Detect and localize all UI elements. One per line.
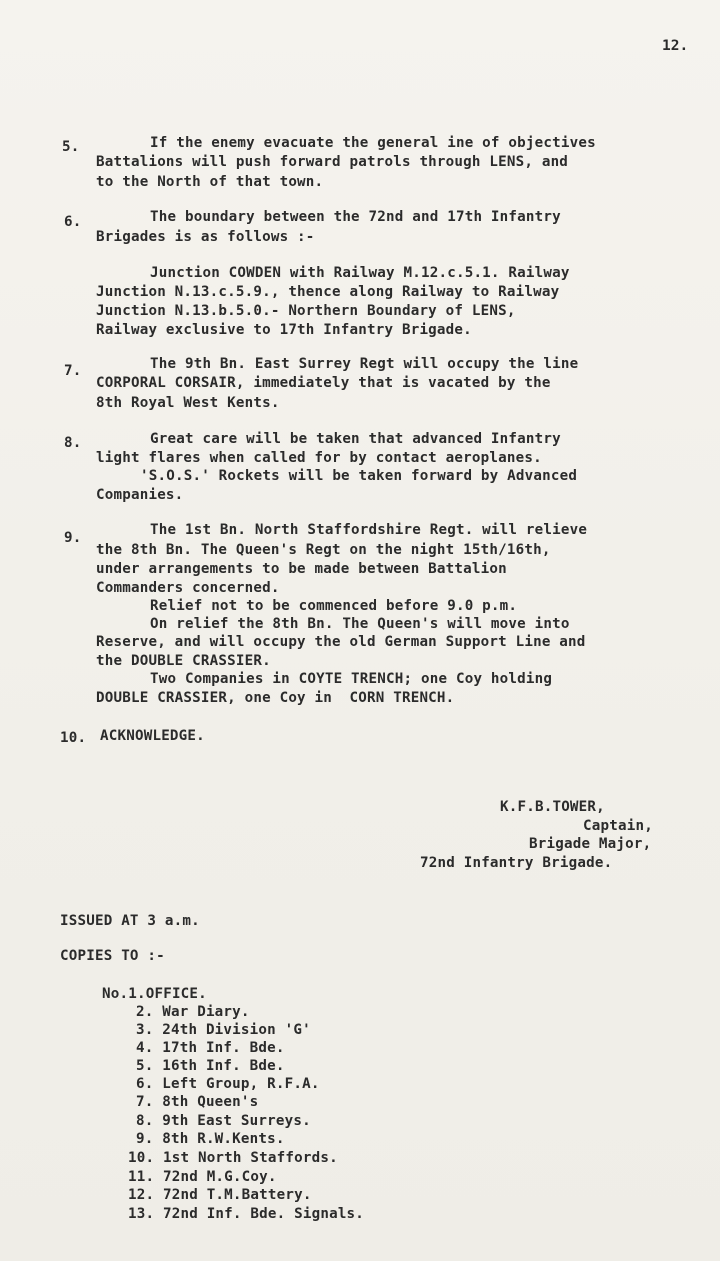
signature-role: Brigade Major,: [529, 836, 652, 852]
para-7-line: The 9th Bn. East Surrey Regt will occupy the line: [150, 356, 579, 372]
copies-list-item: 11. 72nd M.G.Coy.: [128, 1169, 277, 1185]
para-8-line: Great care will be taken that advanced Infantry: [150, 431, 561, 447]
para-6-number: 6.: [64, 214, 82, 230]
para-9-line: DOUBLE CRASSIER, one Coy in CORN TRENCH.: [96, 690, 455, 706]
copies-list-item: 8. 9th East Surreys.: [136, 1113, 311, 1129]
para-9-line: under arrangements to be made between Battalion: [96, 561, 507, 577]
copies-list-item: 13. 72nd Inf. Bde. Signals.: [128, 1206, 365, 1222]
para-7-line: CORPORAL CORSAIR, immediately that is vacated by the: [96, 375, 551, 391]
para-10-text: ACKNOWLEDGE.: [100, 728, 205, 744]
para-9-line: Relief not to be commenced before 9.0 p.m.: [150, 598, 518, 614]
para-6-junction-line: Junction COWDEN with Railway M.12.c.5.1. Railway: [150, 265, 570, 281]
para-9-line: the 8th Bn. The Queen's Regt on the night 15th/16th,: [96, 542, 551, 558]
copies-list-item: 3. 24th Division 'G': [136, 1022, 311, 1038]
para-6-junction-line: Junction N.13.c.5.9., thence along Railway to Railway: [96, 284, 560, 300]
para-8-line: 'S.O.S.' Rockets will be taken forward by Advanced: [140, 468, 578, 484]
issued-at: ISSUED AT 3 a.m.: [60, 913, 200, 929]
para-5-line: to the North of that town.: [96, 174, 324, 190]
para-6-junction-line: Junction N.13.b.5.0.- Northern Boundary of LENS,: [96, 303, 516, 319]
signature-rank: Captain,: [583, 818, 653, 834]
page-number: 12.: [662, 38, 689, 54]
para-9-line: Two Companies in COYTE TRENCH; one Coy holding: [150, 671, 553, 687]
para-7-line: 8th Royal West Kents.: [96, 395, 280, 411]
signature-name: K.F.B.TOWER,: [500, 799, 605, 815]
para-9-line: The 1st Bn. North Staffordshire Regt. will relieve: [150, 522, 588, 538]
para-5-number: 5.: [62, 139, 80, 155]
copies-list-item: 9. 8th R.W.Kents.: [136, 1131, 285, 1147]
para-6-line: The boundary between the 72nd and 17th Infantry: [150, 209, 561, 225]
copies-list-item: 6. Left Group, R.F.A.: [136, 1076, 320, 1092]
para-9-line: the DOUBLE CRASSIER.: [96, 653, 271, 669]
copies-list-item: No.1.OFFICE.: [102, 986, 207, 1002]
copies-list-item: 7. 8th Queen's: [136, 1094, 259, 1110]
copies-list-item: 12. 72nd T.M.Battery.: [128, 1187, 312, 1203]
para-9-line: Commanders concerned.: [96, 580, 280, 596]
para-5-line: Battalions will push forward patrols through LENS, and: [96, 154, 569, 170]
para-8-line: Companies.: [96, 487, 184, 503]
para-5-line: If the enemy evacuate the general ine of objectives: [150, 135, 596, 151]
para-9-number: 9.: [64, 530, 82, 546]
copies-list-item: 5. 16th Inf. Bde.: [136, 1058, 285, 1074]
para-7-number: 7.: [64, 363, 82, 379]
signature-unit: 72nd Infantry Brigade.: [420, 855, 613, 871]
copies-list-item: 2. War Diary.: [136, 1004, 250, 1020]
para-6-junction-line: Railway exclusive to 17th Infantry Brigade.: [96, 322, 472, 338]
copies-list-item: 4. 17th Inf. Bde.: [136, 1040, 285, 1056]
para-6-line: Brigades is as follows :-: [96, 229, 315, 245]
para-8-number: 8.: [64, 435, 82, 451]
para-9-line: Reserve, and will occupy the old German Support Line and: [96, 634, 586, 650]
copies-heading: COPIES TO :-: [60, 948, 165, 964]
para-9-line: On relief the 8th Bn. The Queen's will move into: [150, 616, 570, 632]
copies-list-item: 10. 1st North Staffords.: [128, 1150, 338, 1166]
para-8-line: light flares when called for by contact aeroplanes.: [96, 450, 542, 466]
para-10-number: 10.: [60, 730, 87, 746]
